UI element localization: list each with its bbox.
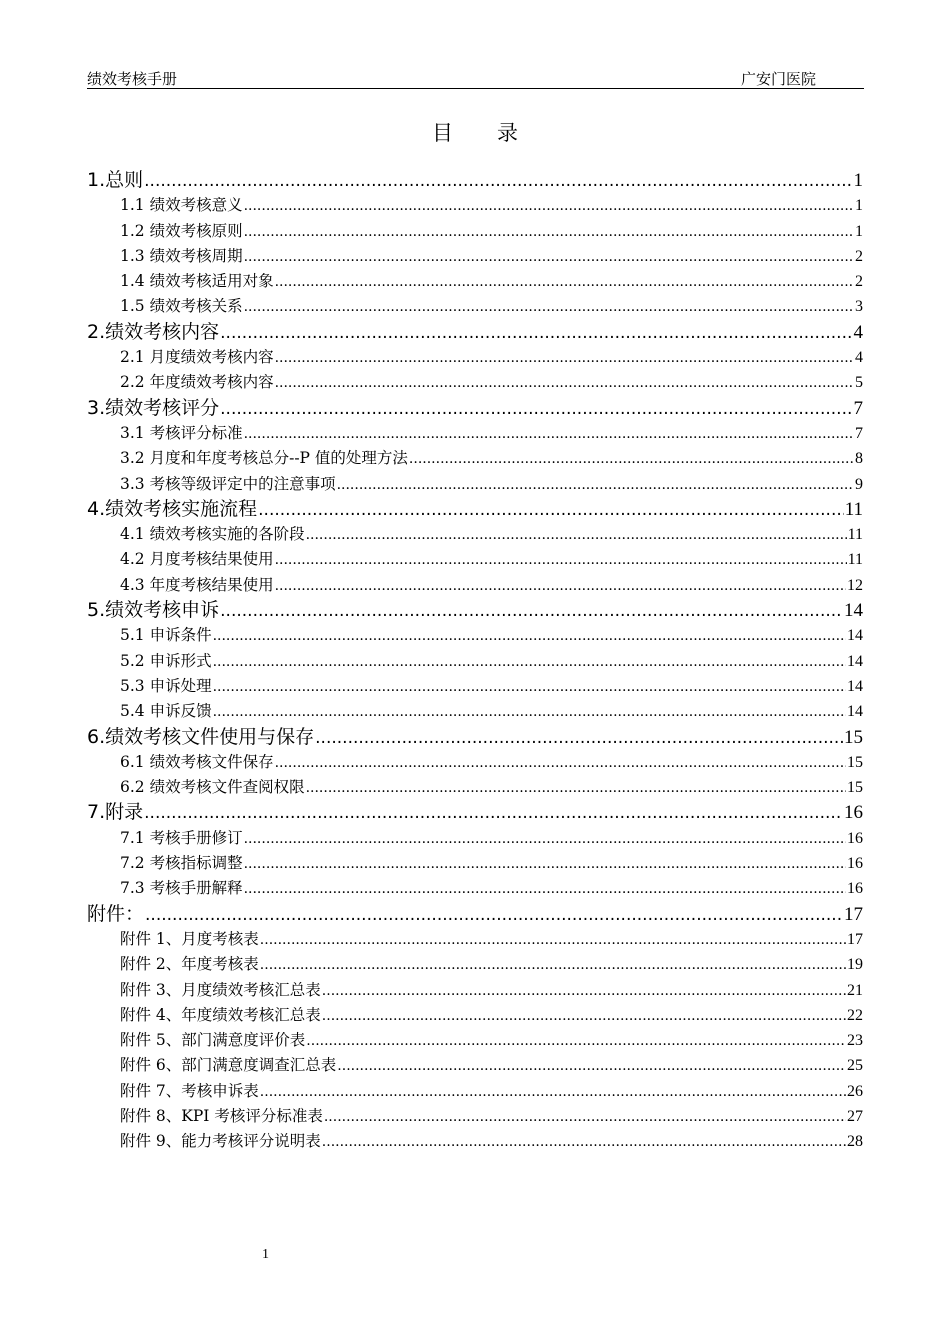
- toc-entry-page: 14: [847, 652, 863, 670]
- toc-entry-page: 14: [847, 703, 863, 721]
- toc-dot-leader: [275, 270, 854, 295]
- toc-subsection-entry[interactable]: [87, 1028, 863, 1053]
- toc-entry-label: 附件 9、能力考核评分说明表: [120, 1132, 321, 1151]
- toc-entry-page: 28: [847, 1133, 863, 1151]
- toc-entry-page: 12: [847, 576, 863, 594]
- toc-entry-page: 15: [847, 779, 863, 797]
- toc-subsection-entry[interactable]: [87, 649, 863, 674]
- toc-subsection-entry[interactable]: [87, 421, 863, 446]
- toc-entry-label: 6.绩效考核文件使用与保存: [87, 725, 315, 748]
- toc-subsection-entry[interactable]: [87, 826, 863, 851]
- toc-entry-label: 5.绩效考核申诉: [87, 599, 220, 622]
- toc-entry-page: 11: [844, 498, 863, 520]
- toc-entry-page: 9: [855, 475, 863, 493]
- toc-entry-page: 25: [847, 1057, 863, 1075]
- toc-subsection-entry[interactable]: [87, 623, 863, 648]
- toc-entry-page: 7: [855, 424, 863, 442]
- toc-dot-leader: [244, 852, 846, 877]
- toc-dot-leader: [260, 1080, 846, 1105]
- toc-entry-label: 4.2 月度考核结果使用: [120, 550, 274, 569]
- toc-subsection-entry[interactable]: [87, 1053, 863, 1078]
- toc-entry-page: 7: [853, 397, 863, 419]
- toc-entry-label: 4.绩效考核实施流程: [87, 497, 258, 520]
- toc-dot-leader: [306, 1029, 846, 1054]
- toc-entry-page: 14: [847, 677, 863, 695]
- toc-entry-label: 附件 4、年度绩效考核汇总表: [120, 1005, 321, 1024]
- toc-subsection-entry[interactable]: [87, 446, 863, 471]
- toc-dot-leader: [244, 295, 854, 320]
- toc-entry-page: 15: [844, 726, 863, 748]
- toc-subsection-entry[interactable]: [87, 927, 863, 952]
- toc-entry-page: 26: [847, 1082, 863, 1100]
- toc-dot-leader: [244, 422, 854, 447]
- toc-section-entry[interactable]: [87, 168, 863, 193]
- toc-entry-label: 1.5 绩效考核关系: [120, 297, 243, 316]
- toc-dot-leader: [322, 1130, 846, 1155]
- toc-dot-leader: [315, 726, 843, 751]
- toc-entry-label: 3.2 月度和年度考核总分--P 值的处理方法: [120, 449, 408, 468]
- header-organization: 广安门医院: [740, 70, 816, 88]
- toc-subsection-entry[interactable]: [87, 547, 863, 572]
- toc-entry-label: 5.1 申诉条件: [120, 626, 212, 645]
- toc-dot-leader: [220, 599, 843, 624]
- toc-dot-leader: [275, 574, 846, 599]
- toc-dot-leader: [213, 650, 846, 675]
- toc-dot-leader: [275, 371, 854, 396]
- toc-section-entry[interactable]: [87, 320, 863, 345]
- toc-dot-leader: [145, 903, 843, 928]
- toc-entry-label: 2.2 年度绩效考核内容: [120, 373, 274, 392]
- toc-dot-leader: [306, 523, 847, 548]
- toc-subsection-entry[interactable]: [87, 294, 863, 319]
- toc-subsection-entry[interactable]: [87, 978, 863, 1003]
- toc-dot-leader: [322, 1004, 846, 1029]
- toc-entry-label: 附件：: [87, 902, 145, 925]
- toc-subsection-entry[interactable]: [87, 876, 863, 901]
- toc-entry-page: 2: [855, 247, 863, 265]
- toc-dot-leader: [244, 827, 846, 852]
- toc-subsection-entry[interactable]: [87, 472, 863, 497]
- toc-section-entry[interactable]: [87, 800, 863, 825]
- toc-entry-label: 7.2 考核指标调整: [120, 854, 243, 873]
- toc-subsection-entry[interactable]: [87, 1003, 863, 1028]
- toc-dot-leader: [144, 169, 852, 194]
- toc-dot-leader: [144, 801, 843, 826]
- toc-entry-page: 4: [853, 321, 863, 343]
- toc-entry-page: 5: [855, 374, 863, 392]
- toc-entry-label: 3.绩效考核评分: [87, 396, 220, 419]
- toc-entry-page: 27: [847, 1107, 863, 1125]
- toc-subsection-entry[interactable]: [87, 699, 863, 724]
- toc-subsection-entry[interactable]: [87, 522, 863, 547]
- toc-title-char-1: 目: [432, 121, 453, 145]
- toc-entry-page: 1: [855, 197, 863, 215]
- toc-entry-label: 2.绩效考核内容: [87, 320, 220, 343]
- toc-entry-label: 7.3 考核手册解释: [120, 879, 243, 898]
- toc-entry-label: 5.3 申诉处理: [120, 676, 212, 695]
- toc-subsection-entry[interactable]: [87, 370, 863, 395]
- toc-entry-label: 5.4 申诉反馈: [120, 702, 212, 721]
- toc-subsection-entry[interactable]: [87, 193, 863, 218]
- toc-entry-label: 1.2 绩效考核原则: [120, 221, 243, 240]
- toc-dot-leader: [324, 1105, 846, 1130]
- toc-subsection-entry[interactable]: [87, 674, 863, 699]
- toc-entry-page: 17: [847, 930, 863, 948]
- toc-entry-page: 1: [853, 170, 863, 191]
- toc-entry-page: 22: [847, 1006, 863, 1024]
- toc-entry-page: 16: [847, 855, 863, 873]
- toc-entry-page: 14: [847, 627, 863, 645]
- toc-entry-label: 2.1 月度绩效考核内容: [120, 348, 274, 367]
- toc-entry-page: 3: [855, 298, 863, 316]
- toc-subsection-entry[interactable]: [87, 952, 863, 977]
- toc-entry-label: 附件 3、月度绩效考核汇总表: [120, 980, 321, 999]
- toc-entry-page: 16: [847, 829, 863, 847]
- toc-dot-leader: [244, 877, 846, 902]
- toc-entry-page: 17: [844, 903, 863, 925]
- toc-dot-leader: [244, 220, 854, 245]
- toc-entry-label: 1.3 绩效考核周期: [120, 246, 243, 265]
- toc-entry-label: 1.总则: [87, 169, 144, 191]
- toc-dot-leader: [337, 1054, 846, 1079]
- toc-subsection-entry[interactable]: [87, 750, 863, 775]
- toc-entry-label: 4.3 年度考核结果使用: [120, 575, 274, 594]
- toc-subsection-entry[interactable]: [87, 345, 863, 370]
- toc-entry-label: 附件 1、月度考核表: [120, 929, 259, 948]
- toc-entry-label: 1.4 绩效考核适用对象: [120, 272, 274, 291]
- toc-subsection-entry[interactable]: [87, 219, 863, 244]
- toc-section-entry[interactable]: [87, 497, 863, 522]
- toc-subsection-entry[interactable]: [87, 1129, 863, 1154]
- toc-dot-leader: [409, 447, 854, 472]
- toc-entry-page: 23: [847, 1032, 863, 1050]
- toc-dot-leader: [220, 397, 852, 422]
- toc-entry-label: 7.附录: [87, 801, 144, 824]
- toc-dot-leader: [275, 751, 846, 776]
- toc-dot-leader: [275, 548, 847, 573]
- toc-entry-label: 6.2 绩效考核文件查阅权限: [120, 778, 305, 797]
- toc-dot-leader: [337, 473, 854, 498]
- toc-entry-label: 5.2 申诉形式: [120, 651, 212, 670]
- toc-entry-page: 15: [847, 753, 863, 771]
- toc-entry-label: 附件 2、年度考核表: [120, 955, 259, 974]
- toc-dot-leader: [275, 346, 854, 371]
- toc-entry-label: 附件 8、KPI 考核评分标准表: [120, 1106, 323, 1125]
- toc-entry-page: 4: [855, 349, 863, 367]
- toc-entry-page: 11: [847, 551, 863, 569]
- toc-subsection-entry[interactable]: [87, 775, 863, 800]
- toc-entry-page: 14: [844, 600, 863, 622]
- toc-entry-page: 19: [847, 956, 863, 974]
- toc-section-entry[interactable]: [87, 902, 863, 927]
- toc-dot-leader: [220, 321, 852, 346]
- toc-dot-leader: [260, 928, 846, 953]
- toc-entry-label: 附件 7、考核申诉表: [120, 1081, 259, 1100]
- toc-entry-label: 4.1 绩效考核实施的各阶段: [120, 525, 305, 544]
- toc-subsection-entry[interactable]: [87, 1104, 863, 1129]
- toc-dot-leader: [244, 194, 854, 219]
- toc-entry-label: 3.1 考核评分标准: [120, 423, 243, 442]
- toc-dot-leader: [213, 624, 846, 649]
- toc-dot-leader: [322, 979, 846, 1004]
- toc-title: [0, 117, 950, 147]
- toc-entry-page: 11: [847, 526, 863, 544]
- toc-subsection-entry[interactable]: [87, 851, 863, 876]
- toc-dot-leader: [306, 776, 846, 801]
- toc-subsection-entry[interactable]: [87, 244, 863, 269]
- page-number: 1: [262, 1247, 269, 1262]
- toc-entry-label: 7.1 考核手册修订: [120, 828, 243, 847]
- toc-dot-leader: [213, 675, 846, 700]
- toc-dot-leader: [244, 245, 854, 270]
- toc-section-entry[interactable]: [87, 725, 863, 750]
- toc-entry-label: 附件 5、部门满意度评价表: [120, 1031, 306, 1050]
- toc-dot-leader: [258, 498, 844, 523]
- page-header: [87, 66, 864, 89]
- toc-entry-page: 16: [844, 802, 863, 824]
- toc-section-entry[interactable]: [87, 396, 863, 421]
- toc-entry-page: 21: [847, 981, 863, 999]
- toc-subsection-entry[interactable]: [87, 573, 863, 598]
- toc-subsection-entry[interactable]: [87, 1079, 863, 1104]
- toc-entry-label: 6.1 绩效考核文件保存: [120, 752, 274, 771]
- toc-entry-label: 附件 6、部门满意度调查汇总表: [120, 1056, 337, 1075]
- toc-subsection-entry[interactable]: [87, 269, 863, 294]
- toc-entry-page: 16: [847, 880, 863, 898]
- toc-entry-label: 3.3 考核等级评定中的注意事项: [120, 474, 336, 493]
- toc-dot-leader: [260, 953, 846, 978]
- toc-title-char-2: 录: [497, 121, 518, 145]
- toc-entry-page: 1: [855, 222, 863, 240]
- toc-section-entry[interactable]: [87, 598, 863, 623]
- toc-entry-label: 1.1 绩效考核意义: [120, 196, 243, 215]
- toc-entry-page: 2: [855, 273, 863, 291]
- table-of-contents: [87, 168, 863, 1155]
- toc-entry-page: 8: [855, 450, 863, 468]
- toc-dot-leader: [213, 700, 846, 725]
- header-document-title: 绩效考核手册: [87, 70, 178, 88]
